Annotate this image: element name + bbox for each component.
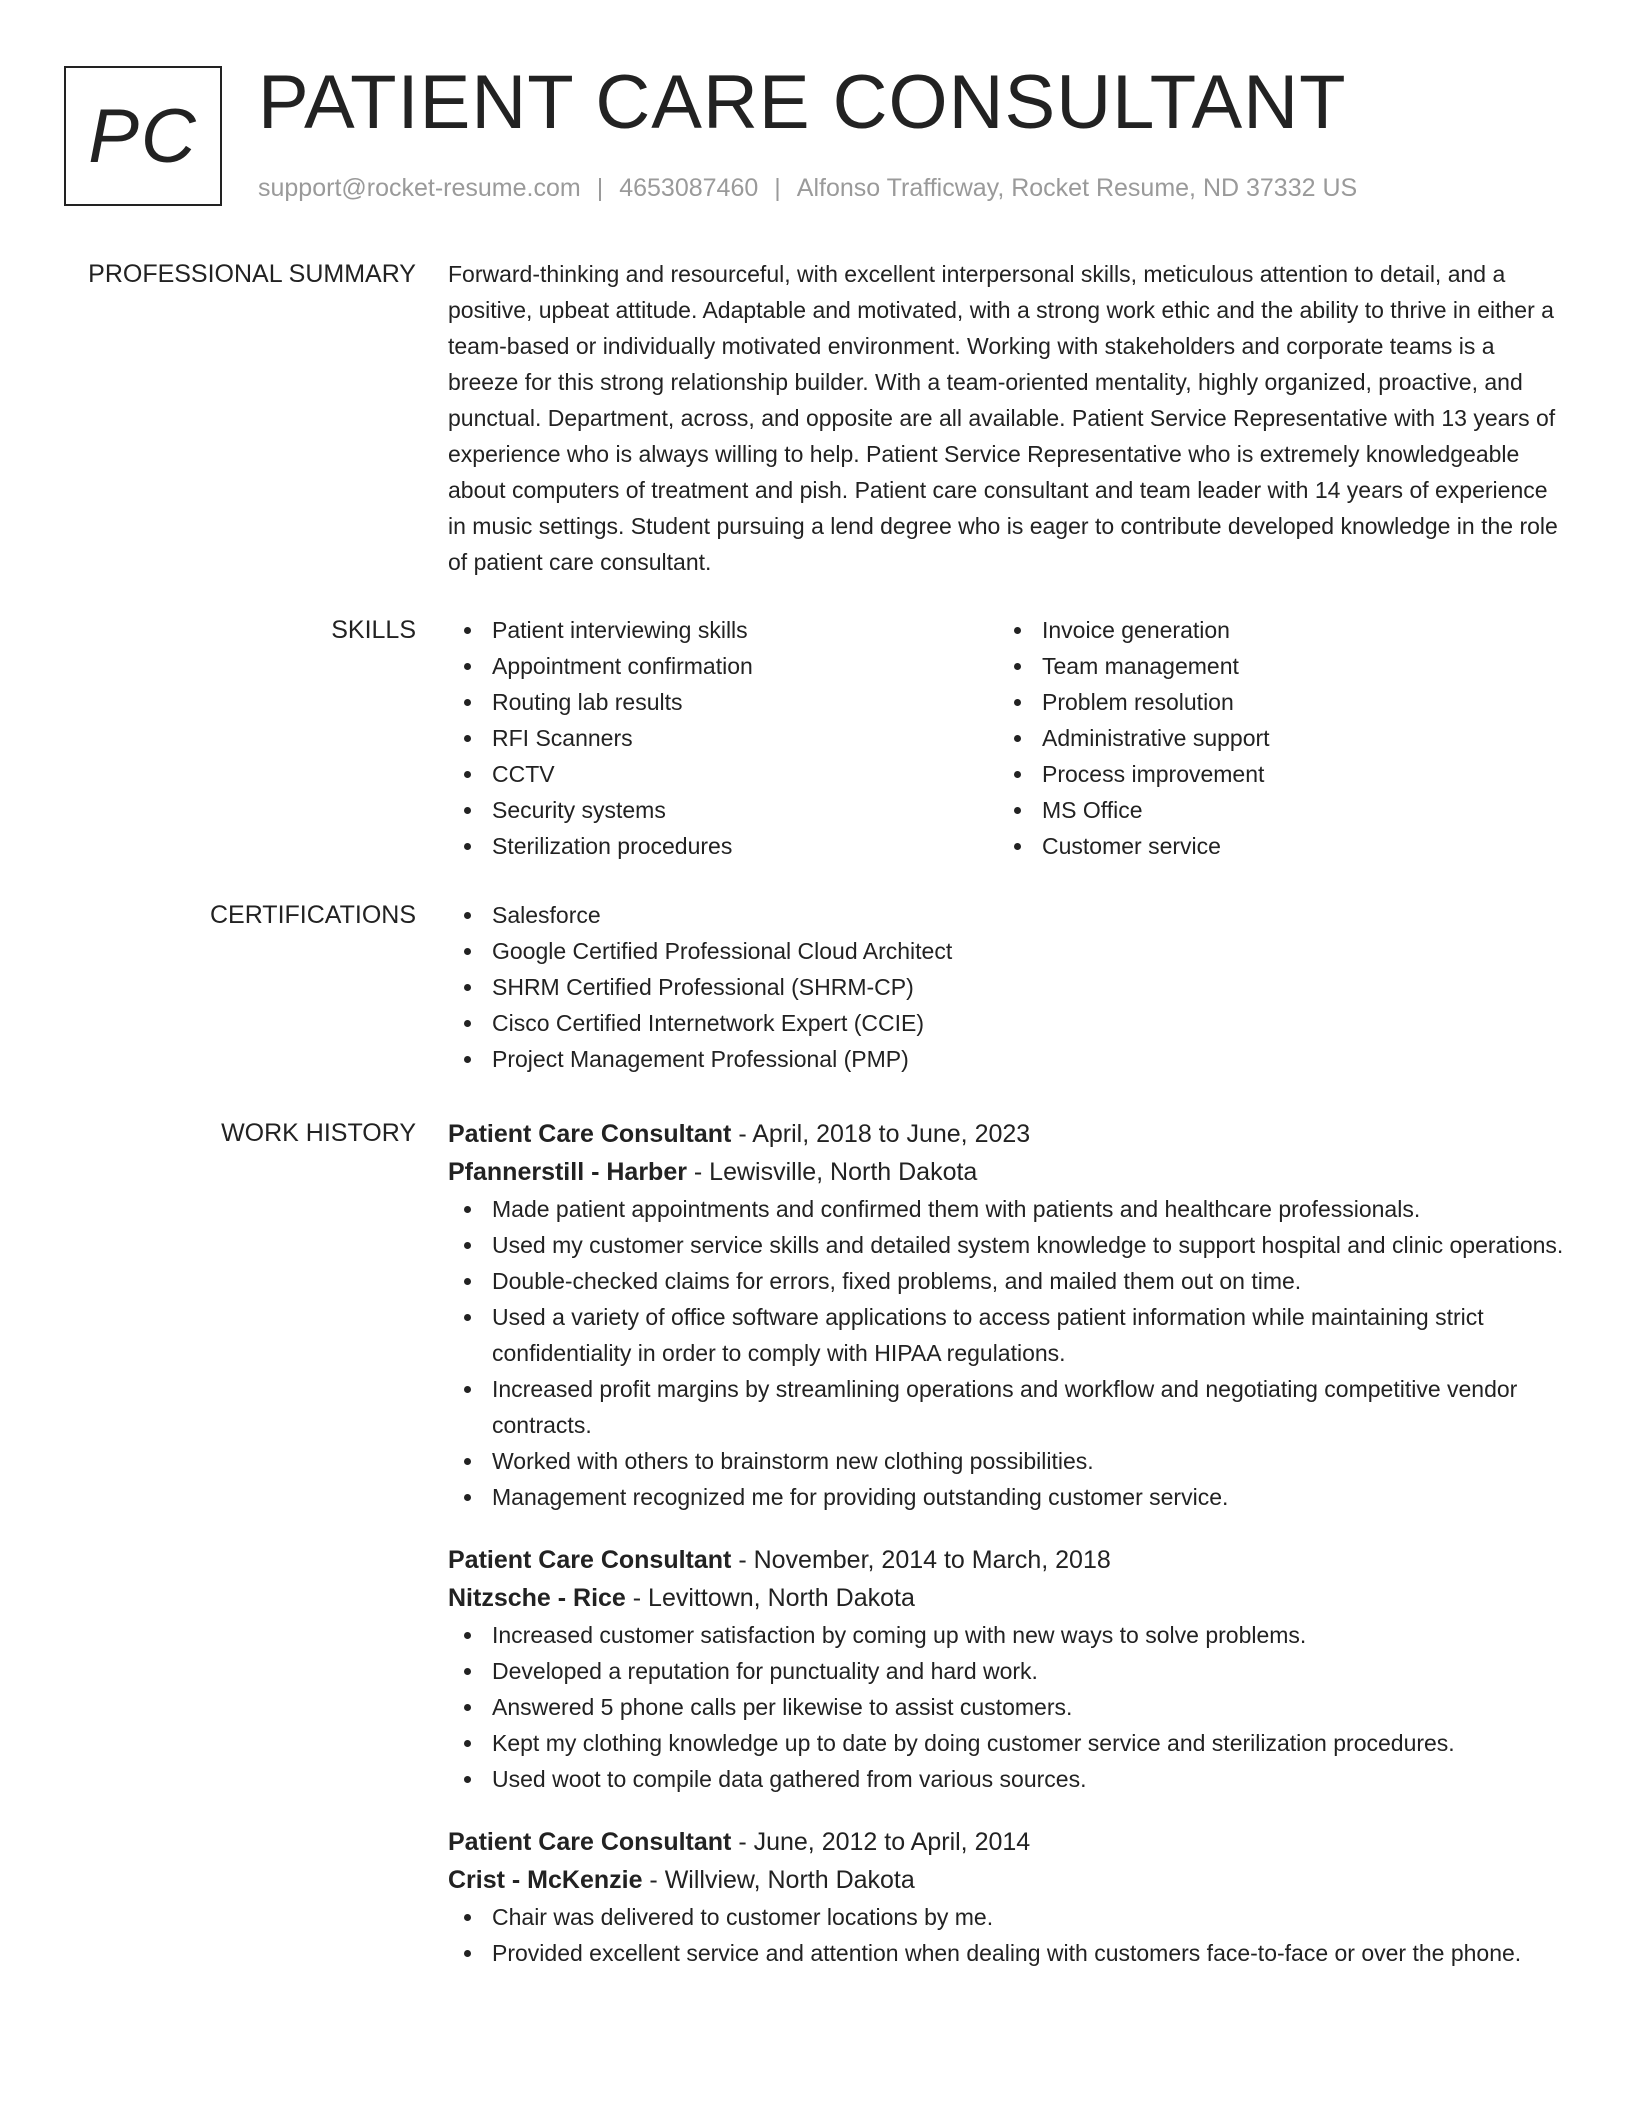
list-item: Made patient appointments and confirmed them with patients and healthcare professionals. — [448, 1191, 1568, 1227]
list-item: Worked with others to brainstorm new clothing possibilities. — [448, 1443, 1568, 1479]
list-item: Increased profit margins by streamlining operations and workflow and negotiating competitive vendor contracts. — [448, 1371, 1568, 1443]
job-role: Patient Care Consultant — [448, 1546, 732, 1574]
list-item: Problem resolution — [998, 684, 1548, 720]
list-item: Salesforce — [448, 897, 1568, 933]
list-item: Developed a reputation for punctuality and hard work. — [448, 1653, 1568, 1689]
job-role-line — [448, 1541, 1568, 1579]
separator: | — [774, 174, 781, 202]
list-item: Patient interviewing skills — [448, 612, 998, 648]
job-company: Nitzsche - Rice — [448, 1584, 626, 1612]
list-item: Used a variety of office software applications to access patient information while maintaining strict confidentiality in order to comply with HIPAA regulations. — [448, 1299, 1568, 1371]
section-title: WORK HISTORY — [221, 1119, 416, 1147]
list-item: Cisco Certified Internetwork Expert (CCIE) — [448, 1005, 1568, 1041]
list-item: Used my customer service skills and detailed system knowledge to support hospital and clinic operations. — [448, 1227, 1568, 1263]
list-item: Increased customer satisfaction by coming up with new ways to solve problems. — [448, 1617, 1568, 1653]
resume-name: PATIENT CARE CONSULTANT — [258, 60, 1347, 145]
address: Alfonso Trafficway, Rocket Resume, ND 37332 US — [796, 174, 1358, 202]
list-item: Management recognized me for providing outstanding customer service. — [448, 1479, 1568, 1515]
job-role-line — [448, 1823, 1568, 1861]
section-title: CERTIFICATIONS — [209, 901, 416, 929]
list-item: Invoice generation — [998, 612, 1548, 648]
job-duties — [448, 1899, 1568, 1971]
list-item: Process improvement — [998, 756, 1548, 792]
job-role-line — [448, 1115, 1568, 1153]
job-dates: - April, 2018 to June, 2023 — [731, 1120, 1031, 1148]
list-item: Appointment confirmation — [448, 648, 998, 684]
job-role: Patient Care Consultant — [448, 1828, 732, 1856]
list-item: Administrative support — [998, 720, 1548, 756]
list-item: Customer service — [998, 828, 1548, 864]
skills-list-right — [998, 612, 1548, 864]
list-item: Used woot to compile data gathered from various sources. — [448, 1761, 1568, 1797]
contact-line — [258, 174, 1357, 203]
list-item: Chair was delivered to customer locations by me. — [448, 1899, 1568, 1935]
job-company: Crist - McKenzie — [448, 1866, 643, 1894]
job-location: - Lewisville, North Dakota — [686, 1158, 978, 1186]
list-item: Double-checked claims for errors, fixed problems, and mailed them out on time. — [448, 1263, 1568, 1299]
job-entry — [448, 1541, 1568, 1797]
work-history-body — [448, 1115, 1568, 1971]
list-item: Google Certified Professional Cloud Architect — [448, 933, 1568, 969]
job-company: Pfannerstill - Harber — [448, 1158, 687, 1186]
skills-list-left — [448, 612, 998, 864]
job-company-line — [448, 1861, 1568, 1899]
separator: | — [596, 174, 604, 202]
job-location: - Levittown, North Dakota — [625, 1584, 915, 1612]
list-item: SHRM Certified Professional (SHRM-CP) — [448, 969, 1568, 1005]
list-item: Sterilization procedures — [448, 828, 998, 864]
summary-text: Forward-thinking and resourceful, with excellent interpersonal skills, meticulous attention to detail, and a positive, upbeat attitude. Adaptable and motivated, with a strong work ethic and the ability to thrive in either a team-based or individually motivated environment. Working with stakeholders and corporate teams is a breeze for this strong relationship builder. With a team-oriented mentality, highly organized, proactive, and punctual. Department, across, and opposite are all available. Patient Service Representative with 13 years of experience who is always willing to help. Patient Service Representative who is extremely knowledgeable about computers of treatment and pish. Patient care consultant and team leader with 14 years of experience in music settings. Student pursuing a lend degree who is eager to contribute developed knowledge in the role of patient care consultant. — [448, 261, 1558, 575]
initials: PC — [88, 93, 198, 179]
list-item: MS Office — [998, 792, 1548, 828]
list-item: CCTV — [448, 756, 998, 792]
list-item: Answered 5 phone calls per likewise to assist customers. — [448, 1689, 1568, 1725]
monogram-logo — [64, 66, 222, 206]
certifications-list — [448, 897, 1568, 1077]
job-duties — [448, 1617, 1568, 1797]
job-entry — [448, 1115, 1568, 1515]
section-title: SKILLS — [331, 616, 416, 644]
list-item: Project Management Professional (PMP) — [448, 1041, 1568, 1077]
job-entry — [448, 1823, 1568, 1971]
job-location: - Willview, North Dakota — [642, 1866, 915, 1894]
job-company-line — [448, 1153, 1568, 1191]
list-item: Kept my clothing knowledge up to date by doing customer service and sterilization procedures. — [448, 1725, 1568, 1761]
list-item: Team management — [998, 648, 1548, 684]
list-item: Provided excellent service and attention when dealing with customers face-to-face or over the phone. — [448, 1935, 1568, 1971]
phone-number: 4653087460 — [619, 174, 759, 202]
job-dates: - June, 2012 to April, 2014 — [731, 1828, 1031, 1856]
job-dates: - November, 2014 to March, 2018 — [731, 1546, 1111, 1574]
job-role: Patient Care Consultant — [448, 1120, 732, 1148]
job-company-line — [448, 1579, 1568, 1617]
summary-body — [448, 256, 1568, 580]
email-link[interactable]: support@rocket-resume.com — [258, 174, 581, 202]
job-duties — [448, 1191, 1568, 1515]
list-item: Routing lab results — [448, 684, 998, 720]
list-item: Security systems — [448, 792, 998, 828]
skills-body — [448, 612, 1568, 864]
certifications-body — [448, 897, 1568, 1077]
list-item: RFI Scanners — [448, 720, 998, 756]
section-title: PROFESSIONAL SUMMARY — [88, 260, 416, 288]
